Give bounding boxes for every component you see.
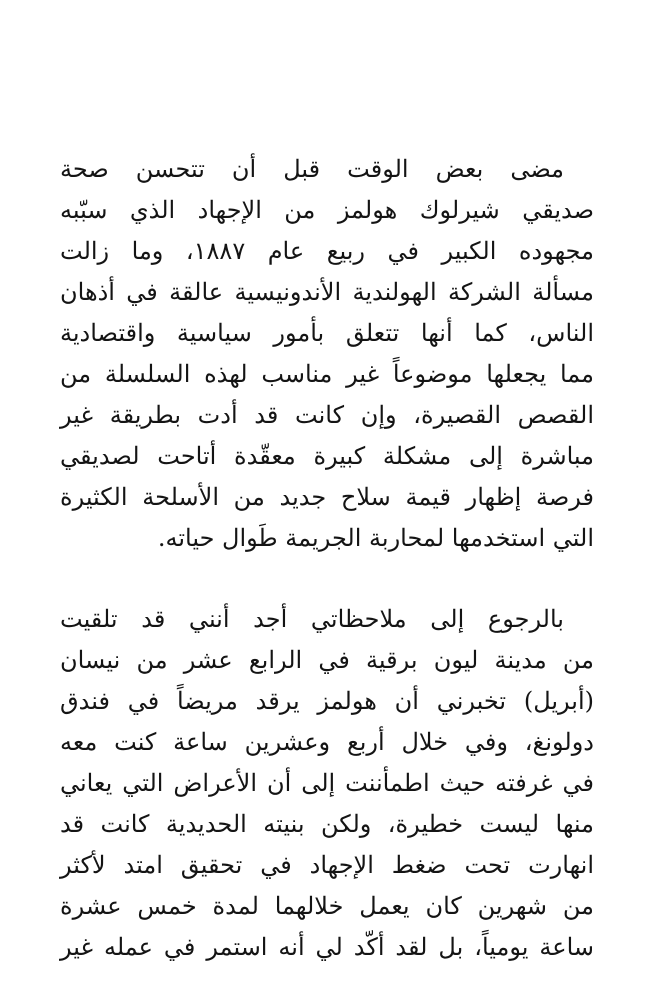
text-line: الناس، كما أنها تتعلق بأمور سياسية واقتصادية	[60, 319, 594, 347]
text-line: من شهرين كان يعمل خلالهما لمدة خمس عشرة	[60, 892, 594, 920]
text-line: (أبريل) تخبرني أن هولمز يرقد مريضاً في فندق	[60, 687, 594, 715]
paragraph-1	[60, 149, 594, 559]
text-line: مباشرة إلى مشكلة كبيرة معقّدة أتاحت لصديقي	[60, 442, 594, 470]
text-line: فرصة إظهار قيمة سلاح جديد من الأسلحة الكثيرة	[60, 483, 594, 511]
text-line: مضى بعض الوقت قبل أن تتحسن صحة	[60, 155, 564, 183]
text-line: مما يجعلها موضوعاً غير مناسب لهذه السلسلة من	[60, 360, 594, 388]
text-line: التي استخدمها لمحاربة الجريمة طَوال حياته.	[157, 524, 594, 552]
text-line: انهارت تحت ضغط الإجهاد في تحقيق امتد لأكثر	[60, 851, 594, 879]
text-line: دولونغ، وفي خلال أربع وعشرين ساعة كنت معه	[60, 728, 594, 756]
text-line: منها ليست خطيرة، ولكن بنيته الحديدية كانت قد	[60, 810, 594, 838]
text-line: مسألة الشركة الهولندية الأندونيسية عالقة في أذهان	[60, 278, 594, 306]
text-line: من مدينة ليون برقية في الرابع عشر من نيسان	[60, 646, 594, 674]
paragraph-2	[60, 599, 594, 968]
text-line: مجهوده الكبير في ربيع عام ١٨٨٧، وما زالت	[60, 237, 594, 265]
text-line: صديقي شيرلوك هولمز من الإجهاد الذي سبّبه	[60, 196, 594, 224]
text-line: ساعة يومياً، بل لقد أكّد لي أنه استمر في عمله غير	[60, 933, 594, 961]
text-line: بالرجوع إلى ملاحظاتي أجد أنني قد تلقيت	[60, 605, 564, 633]
text-line: في غرفته حيث اطمأننت إلى أن الأعراض التي يعاني	[60, 769, 594, 797]
text-line: القصص القصيرة، وإن كانت قد أدت بطريقة غير	[60, 401, 594, 429]
